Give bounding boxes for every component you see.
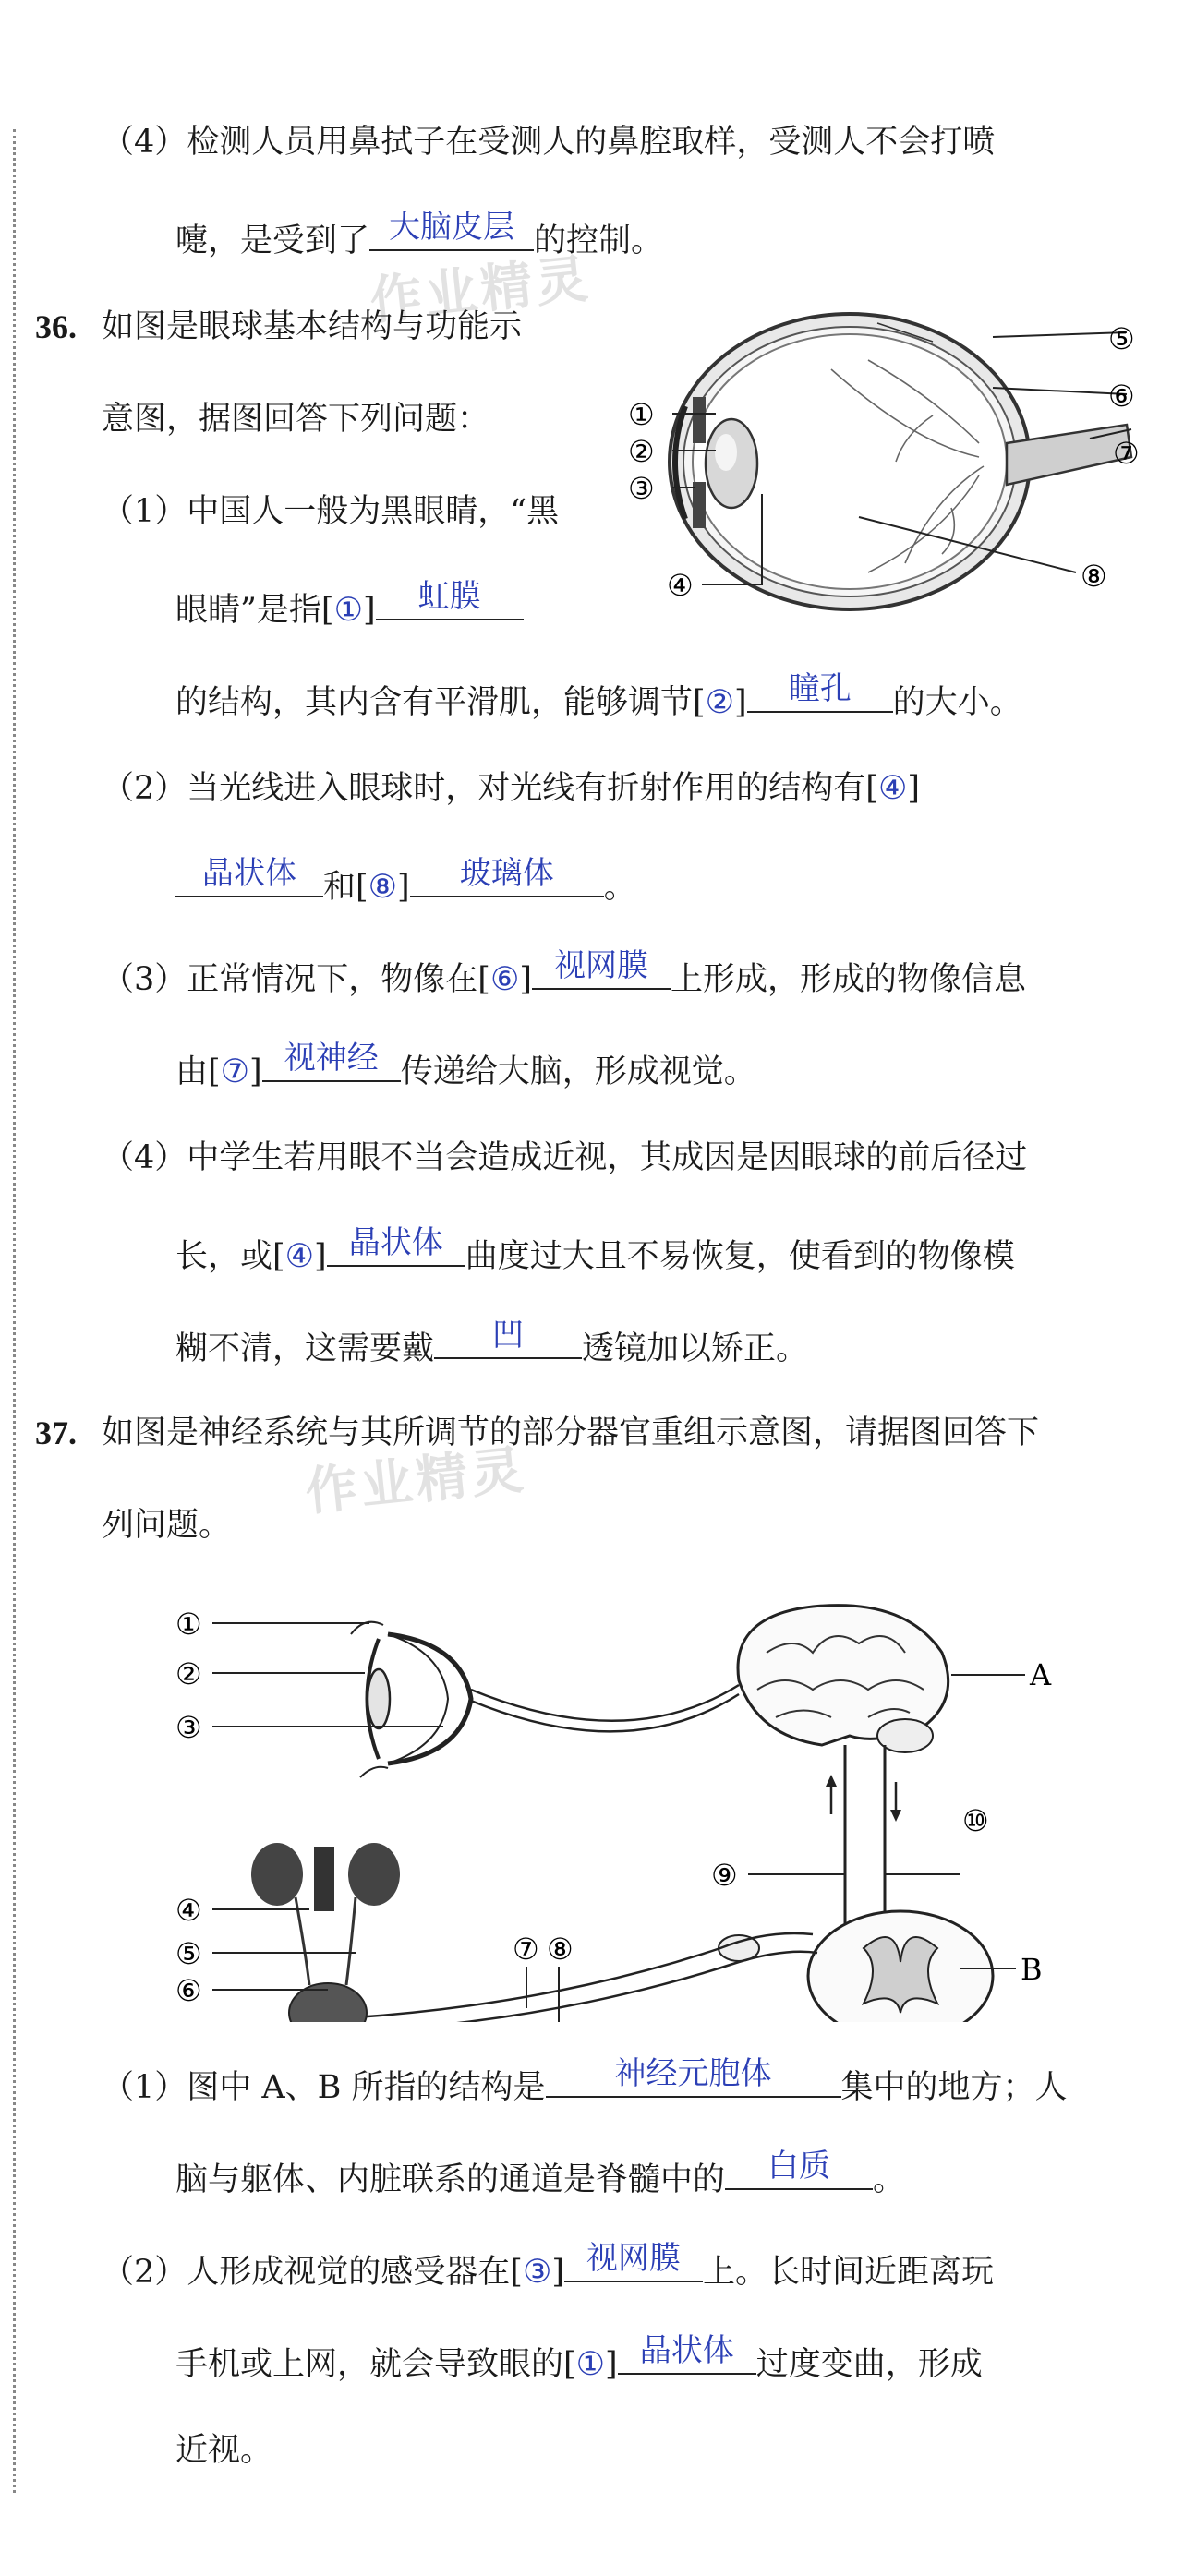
handwritten-answer: 虹膜 [417, 578, 481, 615]
text: ] [314, 1238, 327, 1275]
label-5: ⑤ [1108, 321, 1135, 356]
text: 传递给大脑，形成视觉。 [400, 1053, 756, 1090]
label-4: ④ [667, 568, 694, 603]
text: 集中的地方；人 [840, 2069, 1068, 2106]
text: 。 [873, 2161, 906, 2198]
label-7: ⑦ [1113, 436, 1140, 471]
q36-part4-line2 [175, 1224, 1015, 1277]
answer-blank [747, 670, 893, 713]
text: 上。长时间近距离玩 [702, 2254, 994, 2291]
bracket-answer: ⑦ [220, 1053, 250, 1090]
text: 长，或[ [175, 1238, 285, 1275]
label-2: ② [628, 434, 655, 469]
label-A: A [1030, 1657, 1052, 1692]
q37-part1-line1 [102, 2055, 1068, 2108]
bracket-answer: ① [575, 2346, 606, 2383]
text: 眼睛”是指[ [175, 592, 334, 629]
text: 中学生若用眼不当会造成近视，其成因是因眼球的前后径过 [187, 1139, 1028, 1176]
q36-part1-line1 [102, 491, 559, 532]
text: ] [362, 592, 376, 629]
label-1: ① [175, 1607, 202, 1642]
q36-part3-line1 [102, 947, 1026, 1000]
label-B: B [1021, 1952, 1043, 1987]
handwritten-answer: 玻璃体 [459, 855, 554, 892]
text: 中国人一般为黑眼睛，“黑 [187, 493, 560, 530]
answer-blank [262, 1040, 401, 1082]
handwritten-answer: 晶状体 [202, 855, 296, 892]
text: 的结构，其内含有平滑肌，能够调节[ [175, 684, 706, 721]
text: 的控制。 [534, 223, 664, 259]
q36-part4-line3 [175, 1317, 809, 1369]
q36-intro-line1: 如图是眼球基本结构与功能示 [102, 308, 523, 345]
label-5: ⑤ [175, 1936, 202, 1971]
q36-part1-line3 [175, 670, 1022, 723]
label-4: ④ [175, 1893, 202, 1928]
bracket-answer: ② [705, 684, 735, 721]
handwritten-answer: 晶状体 [348, 1224, 443, 1261]
text: 透镜加以矫正。 [582, 1330, 809, 1367]
watermark: 作业精灵 [302, 1439, 530, 1523]
answer-blank [618, 2332, 756, 2375]
q36-part4-line1 [102, 1138, 1027, 1178]
text: 检测人员用鼻拭子在受测人的鼻腔取样，受测人不会打喷 [187, 124, 996, 161]
handwritten-answer: 视网膜 [586, 2240, 681, 2277]
text: 和[ [323, 869, 368, 906]
label-9: ⑨ [711, 1858, 738, 1893]
part-label: （4） [102, 1139, 187, 1176]
label-3: ③ [175, 1710, 202, 1745]
answer-blank [327, 1224, 465, 1267]
part-label: （3） [102, 961, 187, 998]
text: 嚏，是受到了 [175, 223, 370, 259]
label-6: ⑥ [1108, 379, 1135, 414]
text: ] [907, 770, 920, 807]
q37-intro-line2: 列问题。 [102, 1507, 232, 1544]
text: 近视。 [175, 2432, 273, 2469]
answer-blank [376, 578, 524, 620]
text: ] [734, 684, 747, 721]
text: ] [605, 2346, 618, 2383]
answer-blank [410, 855, 604, 897]
margin-dotted-line [13, 129, 16, 2493]
label-1: ① [628, 397, 655, 432]
q37-part2-line1 [102, 2240, 994, 2293]
bracket-answer: ① [333, 592, 363, 629]
part-label: （2） [102, 2254, 187, 2291]
text: 当光线进入眼球时，对光线有折射作用的结构有[ [187, 770, 878, 807]
text: ] [249, 1053, 262, 1090]
watermark: 作业精灵 [367, 248, 595, 332]
answer-blank [434, 1317, 582, 1359]
eyeball-diagram [628, 305, 1145, 619]
label-2: ② [175, 1656, 202, 1691]
bracket-answer: ⑧ [368, 869, 398, 906]
q37-part2-line3 [175, 2430, 272, 2471]
part-label: （4） [102, 124, 187, 161]
text: ] [519, 961, 532, 998]
answer-blank [564, 2240, 703, 2282]
text: 的大小。 [892, 684, 1022, 721]
label-10: ⑩ [962, 1803, 989, 1838]
part-label: （1） [102, 2069, 187, 2106]
answer-blank [532, 947, 671, 990]
text: 脑与躯体、内脏联系的通道是脊髓中的 [175, 2161, 726, 2198]
handwritten-answer: 视网膜 [553, 947, 648, 984]
q37-part1-line2 [175, 2148, 906, 2200]
handwritten-answer: 大脑皮层 [389, 209, 515, 246]
q36-intro-line2: 意图，据图回答下列问题： [102, 401, 490, 438]
text: 图中 A、B 所指的结构是 [187, 2069, 546, 2106]
handwritten-answer: 神经元胞体 [614, 2055, 772, 2092]
nervous-system-diagram [166, 1597, 1090, 2022]
text: 曲度过大且不易恢复，使看到的物像模 [465, 1238, 1015, 1275]
text: 正常情况下，物像在[ [187, 961, 490, 998]
text: ] [397, 869, 410, 906]
handwritten-answer: 白质 [767, 2148, 831, 2185]
q35-part4-line1 [102, 122, 995, 163]
bracket-answer: ④ [284, 1238, 315, 1275]
answer-blank [175, 855, 323, 897]
handwritten-answer: 晶状体 [639, 2332, 734, 2369]
text: 人形成视觉的感受器在[ [187, 2254, 523, 2291]
text: 手机或上网，就会导致眼的[ [175, 2346, 576, 2383]
bracket-answer: ③ [522, 2254, 552, 2291]
handwritten-answer: 视神经 [284, 1040, 379, 1077]
part-label: （1） [102, 493, 187, 530]
answer-blank [725, 2148, 873, 2190]
q37-intro-line1: 如图是神经系统与其所调节的部分器官重组示意图，请据图回答下 [102, 1414, 1040, 1451]
text: 。 [603, 869, 636, 906]
bracket-answer: ⑥ [489, 961, 520, 998]
handwritten-answer: 凹 [492, 1317, 525, 1354]
label-8: ⑧ [547, 1932, 574, 1967]
q37-part2-line2 [175, 2332, 983, 2385]
text: 由[ [175, 1053, 221, 1090]
q35-part4-line2 [175, 209, 664, 261]
answer-blank [369, 209, 534, 251]
bracket-answer: ④ [877, 770, 908, 807]
text: 过度变曲，形成 [755, 2346, 983, 2383]
label-8: ⑧ [1081, 559, 1107, 594]
answer-blank [546, 2055, 841, 2098]
q36-part2-line1 [102, 768, 920, 809]
label-6: ⑥ [175, 1973, 202, 2008]
question-number: 36. [35, 308, 77, 345]
handwritten-answer: 瞳孔 [788, 670, 852, 707]
part-label: （2） [102, 770, 187, 807]
text: 糊不清，这需要戴 [175, 1330, 435, 1367]
text: 上形成，形成的物像信息 [670, 961, 1026, 998]
q36-part2-line2 [175, 855, 636, 908]
label-3: ③ [628, 471, 655, 506]
label-7: ⑦ [513, 1932, 539, 1967]
q36-part1-line2 [175, 578, 524, 631]
q36-part3-line2 [175, 1040, 756, 1092]
question-number: 37. [35, 1414, 77, 1451]
text: ] [551, 2254, 564, 2291]
